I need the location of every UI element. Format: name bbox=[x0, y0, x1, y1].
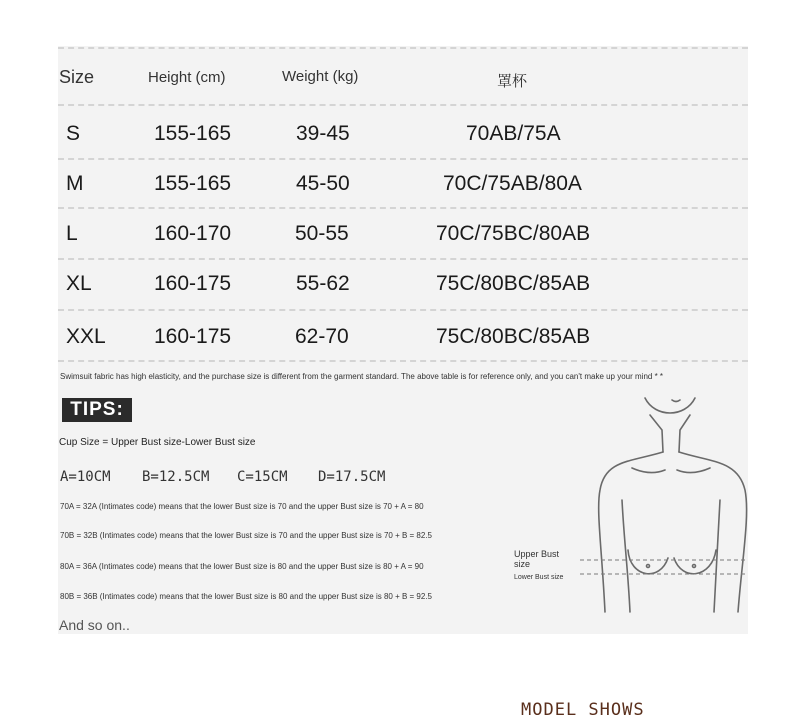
row-cup: 70C/75BC/80AB bbox=[436, 222, 591, 245]
cup-size-d: D=17.5CM bbox=[318, 469, 386, 485]
row-size: XXL bbox=[66, 325, 106, 348]
lower-bust-label: Lower Bust size bbox=[514, 574, 564, 581]
and-so-on: And so on.. bbox=[59, 617, 130, 633]
bust-measurement-figure bbox=[510, 390, 755, 620]
table-divider bbox=[58, 207, 748, 209]
row-cup: 70AB/75A bbox=[466, 122, 561, 145]
row-height: 160-170 bbox=[154, 222, 232, 245]
header-height: Height (cm) bbox=[148, 69, 226, 86]
row-size: L bbox=[66, 222, 78, 245]
size-note: Swimsuit fabric has high elasticity, and the purchase size is different from the garment standard. The above table is for reference only, and you can't make up your mind * * bbox=[60, 372, 664, 381]
cup-size-b: B=12.5CM bbox=[142, 469, 210, 485]
cup-size-a: A=10CM bbox=[60, 469, 111, 485]
header-weight: Weight (kg) bbox=[282, 68, 359, 85]
row-size: M bbox=[66, 172, 84, 195]
example-line: 70A = 32A (Intimates code) means that the lower Bust size is 70 and the upper Bust size is 70 + A = 80 bbox=[60, 502, 424, 511]
example-line: 80B = 36B (Intimates code) means that the lower Bust size is 80 and the upper Bust size is 80 + B = 92.5 bbox=[60, 592, 432, 601]
row-cup: 75C/80BC/85AB bbox=[436, 325, 591, 348]
table-divider bbox=[58, 309, 748, 311]
example-line: 70B = 32B (Intimates code) means that the lower Bust size is 70 and the upper Bust size is 70 + B = 82.5 bbox=[60, 531, 432, 540]
row-weight: 39-45 bbox=[296, 122, 350, 145]
row-size: S bbox=[66, 122, 81, 145]
table-divider bbox=[58, 104, 748, 106]
row-weight: 55-62 bbox=[296, 272, 350, 295]
row-height: 160-175 bbox=[154, 325, 232, 348]
row-size: XL bbox=[66, 272, 92, 295]
tips-badge: TIPS: bbox=[62, 398, 132, 422]
table-divider bbox=[58, 47, 748, 49]
model-shows-heading: MODEL SHOWS bbox=[521, 700, 645, 720]
header-size: Size bbox=[59, 67, 95, 87]
cup-size-c: C=15CM bbox=[237, 469, 288, 485]
row-cup: 70C/75AB/80A bbox=[443, 172, 582, 195]
row-weight: 45-50 bbox=[296, 172, 350, 195]
row-height: 155-165 bbox=[154, 122, 232, 145]
header-cup: 罩杯 bbox=[497, 73, 528, 90]
row-cup: 75C/80BC/85AB bbox=[436, 272, 591, 295]
example-line: 80A = 36A (Intimates code) means that the lower Bust size is 80 and the upper Bust size is 80 + A = 90 bbox=[60, 562, 424, 571]
table-divider bbox=[58, 360, 748, 362]
table-divider bbox=[58, 258, 748, 260]
row-height: 160-175 bbox=[154, 272, 232, 295]
row-weight: 62-70 bbox=[295, 325, 349, 348]
row-height: 155-165 bbox=[154, 172, 232, 195]
cup-formula: Cup Size = Upper Bust size-Lower Bust size bbox=[59, 437, 256, 448]
table-divider bbox=[58, 158, 748, 160]
row-weight: 50-55 bbox=[295, 222, 349, 245]
upper-bust-label: Upper Bust size bbox=[514, 549, 560, 569]
